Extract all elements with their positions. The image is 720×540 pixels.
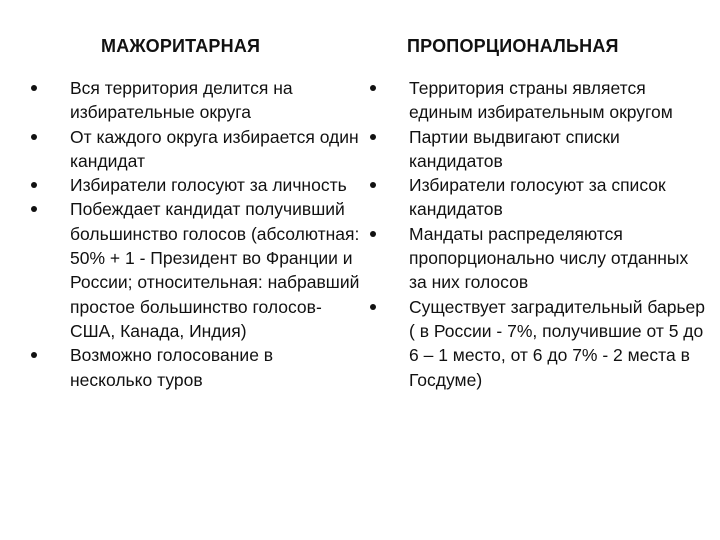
proportional-list <box>369 76 714 392</box>
list-item: От каждого округа избирается один кандидат <box>30 125 360 174</box>
list-item: Мандаты распределяются пропорционально числу отданных за них голосов <box>369 222 709 295</box>
list-item: Избиратели голосуют за личность <box>30 173 360 197</box>
list-item: Партии выдвигают списки кандидатов <box>369 125 709 174</box>
proportional-title: ПРОПОРЦИОНАЛЬНАЯ <box>407 36 619 56</box>
majoritarian-list <box>30 76 360 392</box>
list-item: Вся территория делится на избирательные округа <box>30 76 360 125</box>
list-item: Избиратели голосуют за список кандидатов <box>369 173 709 222</box>
majoritarian-title: МАЖОРИТАРНАЯ <box>101 36 261 56</box>
list-item: Существует заградительный барьер ( в России - 7%, получившие от 5 до 6 – 1 место, от 6 до 7% - 2 места в Госдуме) <box>369 295 709 392</box>
list-item: Возможно голосование в несколько туров <box>30 343 360 392</box>
list-item: Территория страны является единым избирательным округом <box>369 76 709 125</box>
list-item: Побеждает кандидат получивший большинство голосов (абсолютная: 50% + 1 - Президент во Франции и России; относительная: набравший простое большинство голосов- США, Канада, Индия) <box>30 197 360 343</box>
